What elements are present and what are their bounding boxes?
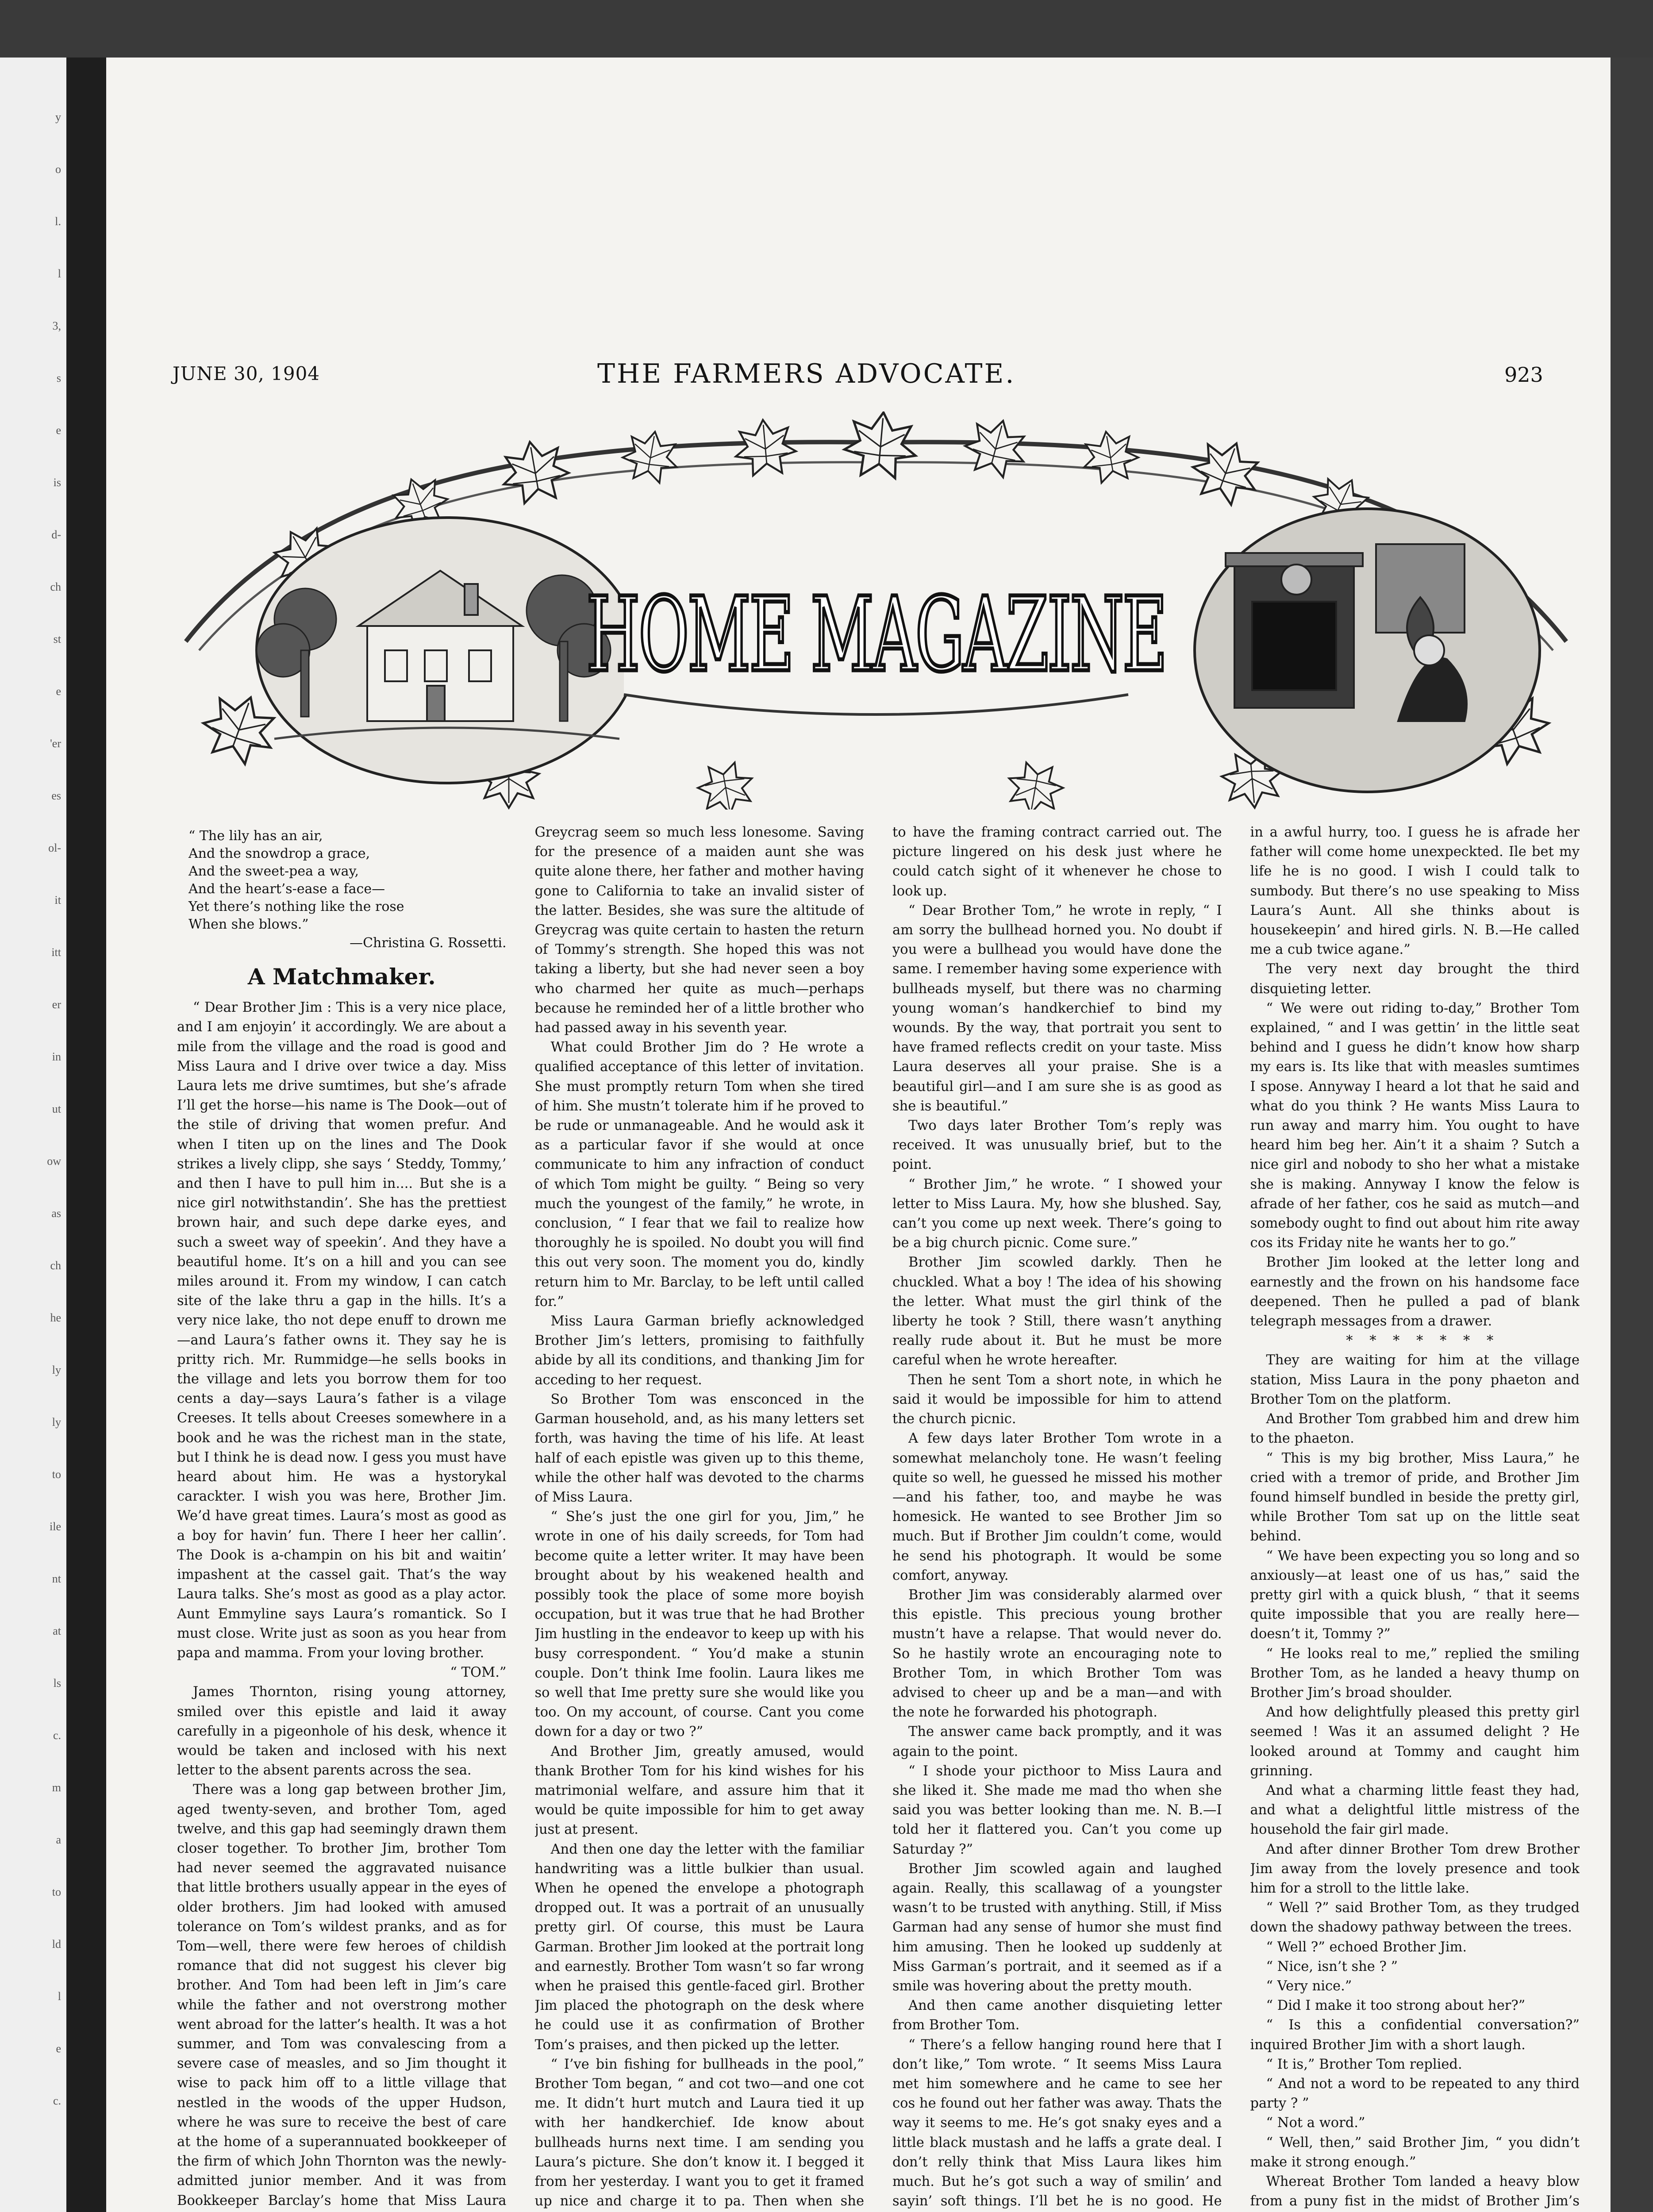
- adjacent-page-fragment: ile: [50, 1520, 61, 1533]
- paragraph: The very next day brought the third disquieting letter.: [1250, 961, 1580, 997]
- paragraph: “ He looks real to me,” replied the smiling Brother Tom, as he landed a heavy thump on Brother Jim’s broad shoulder.: [1250, 1646, 1580, 1701]
- adjacent-page-fragment: o: [55, 163, 61, 176]
- paragraph: So Brother Tom was ensconced in the Garman household, and, as his many letters set forth, was having the time of his life. At least half of each epistle was given up to this theme, while the other half was devoted to the charms of Miss Laura.: [534, 1391, 864, 1505]
- paragraph: “ I shode your picthoor to Miss Laura and she liked it. She made me mad tho when she said you was better looking than me. N. B.—I told her it flattered you. Can’t you come up Saturday ?”: [892, 1763, 1222, 1857]
- microfilm-right-border: [1611, 58, 1653, 2212]
- article-title: A Matchmaker.: [247, 964, 436, 990]
- paragraph: “ And not a word to be repeated to any third party ? ”: [1250, 2076, 1580, 2112]
- paragraph: “ Is this a confidential conversation?” inquired Brother Jim with a short laugh.: [1250, 2017, 1580, 2053]
- adjacent-page-fragment: er: [52, 998, 61, 1011]
- epigraph-poem: [188, 827, 507, 952]
- column-3: [892, 823, 1222, 2212]
- adjacent-page-fragment: at: [53, 1624, 61, 1637]
- paragraph: “ Well ?” echoed Brother Jim.: [1266, 1939, 1467, 1955]
- newspaper-page: [106, 58, 1611, 2212]
- paragraph: “ There’s a fellow hanging round here that I don’t like,” Tom wrote. “ It seems Miss Laura met him somewhere and he came to see her cos he found out her father was away. Thats the way it seems to me. He’s got snaky eyes and a little black mustash and he laffs a grate deal. I don’t relly think that Miss Laura likes him much. But he’s got such a way of smilin’ and sayin’ soft things. I’ll bet he is no good. He: [892, 2037, 1222, 2209]
- adjacent-page-fragment: nt: [52, 1572, 61, 1585]
- paragraph: And then one day the letter with the familiar handwriting was a little bulkier than usual. When he opened the envelope a photograph dropped out. It was a portrait of an unusually pretty girl. Of course, this must be Laura Garman. Brother Jim looked at the portrait long and earnestly. Brother Tom wasn’t so far wrong when he praised this gentle-faced girl. Brother Jim placed the photograph on the desk where he could use it as confirmation of Brother Tom’s praises, and then picked up the letter.: [534, 1841, 864, 2053]
- paragraph: “ Did I make it too strong about her?”: [1266, 1998, 1526, 2014]
- adjacent-page-fragment: c.: [53, 2094, 61, 2107]
- paragraph: They are waiting for him at the village station, Miss Laura in the pony phaeton and Brother Tom on the platform.: [1250, 1352, 1580, 1407]
- column-1: [177, 823, 507, 2212]
- paragraph: “ Not a word.”: [1266, 2115, 1365, 2131]
- page-number: 923: [1504, 363, 1543, 387]
- home-magazine-title: HOME MAGAZINE: [586, 575, 1166, 695]
- paragraph: A few days later Brother Tom wrote in a somewhat melancholy tone. He wasn’t feeling quite so well, he guessed he missed his mother—and his father, too, and maybe he was homesick. He wanted to see Brother Jim so much. But if Brother Jim couldn’t come, would he send his photograph. It would be some comfort, anyway.: [892, 1431, 1222, 1583]
- section-break: * * * * * * *: [1346, 1333, 1500, 1349]
- paragraph: Brother Jim was considerably alarmed over this epistle. This precious young brother mustn’t have a relapse. That would never do. So he hastily wrote an encouraging note to Brother Tom, in which Brother Tom was advised to cheer up and be a man—and with the note he forwarded his photograph.: [892, 1587, 1222, 1720]
- adjacent-page-fragment: it: [54, 894, 61, 906]
- adjacent-page-fragment: ls: [53, 1677, 61, 1690]
- adjacent-page-fragment: l.: [55, 215, 61, 228]
- letter-signature: “ TOM.”: [450, 1665, 507, 1681]
- paragraph: And then came another disquieting letter from Brother Tom.: [892, 1998, 1222, 2033]
- adjacent-page-fragment: as: [51, 1207, 61, 1220]
- adjacent-page-fragment: ly: [52, 1416, 61, 1429]
- paragraph: “ It is,” Brother Tom replied.: [1266, 2056, 1462, 2072]
- adjacent-page-fragment: ch: [50, 580, 61, 593]
- paragraph: Whereat Brother Tom landed a heavy blow from a puny fist in the midst of Brother Jim’s: [1250, 2174, 1580, 2209]
- paragraph: Two days later Brother Tom’s reply was received. It was unusually brief, but to the point.: [892, 1118, 1222, 1173]
- adjacent-page-fragment: s: [56, 372, 61, 384]
- paragraph: Miss Laura Garman briefly acknowledged Brother Jim’s letters, promising to faithfully abide by all its conditions, and thanking Jim for acceding to her request.: [534, 1313, 864, 1388]
- adjacent-page-fragment: st: [53, 633, 61, 645]
- paragraph: “ Brother Jim,” he wrote. “ I showed your letter to Miss Laura. My, how she blushed. Say, can’t you come up next week. There’s going to be a big church picnic. Come sure.”: [892, 1176, 1222, 1251]
- adjacent-page-fragment: c.: [53, 1729, 61, 1742]
- adjacent-page-fragment: l: [58, 1990, 61, 2003]
- adjacent-page-fragment: e: [56, 2042, 61, 2055]
- poem-line: And the heart’s-ease a face—: [188, 881, 385, 897]
- paragraph: “ Dear Brother Tom,” he wrote in reply, “ I am sorry the bullhead horned you. No doubt if you were a bullhead you would have done the same. I remember having some experience with bullheads myself, but there was no charming young woman’s handkerchief to bind my wounds. By the way, that portrait you sent to have framed reflects credit on your taste. Miss Laura deserves all your praise. She is a beautiful girl—and I am sure she is as good as she is beautiful.”: [892, 902, 1222, 1114]
- adjacent-page-fragment: he: [50, 1311, 61, 1324]
- adjacent-page-fragment: e: [56, 424, 61, 437]
- paragraph: Brother Jim looked at the letter long and earnestly and the frown on his handsome face deepened. Then he pulled a pad of blank telegraph messages from a drawer.: [1250, 1255, 1580, 1329]
- paragraph: “ I’ve bin fishing for bullheads in the pool,” Brother Tom began, “ and cot two—and one cot me. It didn’t hurt mutch and Laura tied it up with her handkerchief. Ide know about bullheads hurns next time. I am sending you Laura’s picture. She don’t know it. I begged it from her yesterday. I want you to get it framed up nice and charge it to pa. Then when she: [534, 2056, 864, 2209]
- adjacent-page-fragment: y: [55, 111, 61, 123]
- paragraph: James Thornton, rising young attorney, smiled over this epistle and laid it away carefully in a pigeonhole of his desk, whence it would be taken and inclosed with his next letter to the absent parents across the sea.: [177, 1684, 507, 1778]
- microfilm-gutter: [66, 58, 106, 2212]
- paragraph: “ Very nice.”: [1266, 1978, 1352, 1994]
- adjacent-page-fragment: ol-: [48, 841, 61, 854]
- paragraph: “ Nice, isn’t she ? ”: [1266, 1959, 1398, 1974]
- paragraph: Brother Jim scowled again and laughed again. Really, this scallawag of a youngster wasn’t to be trusted with anything. Still, if Miss Garman had any sense of humor she must find him amusing. Then he looked up suddenly at Miss Garman’s portrait, and it seemed as if a smile was hovering about the pretty mouth.: [892, 1861, 1222, 1994]
- adjacent-page-fragment: es: [51, 789, 61, 802]
- article-columns: [177, 823, 1580, 2212]
- paragraph: And what a charming little feast they had, and what a delightful little mistress of the household the fair girl made.: [1250, 1782, 1580, 1838]
- adjacent-page-fragment: 'er: [50, 737, 61, 750]
- column-4: [1250, 823, 1580, 2212]
- paragraph: And Brother Jim, greatly amused, would thank Brother Tom for his kind wishes for his matrimonial welfare, and assure him that it would be quite impossible for him to get away just at present.: [534, 1743, 864, 1838]
- paragraph: “ This is my big brother, Miss Laura,” he cried with a tremor of pride, and Brother Jim found himself bundled in beside the pretty girl, while Brother Tom sat up on the little seat behind.: [1250, 1450, 1580, 1544]
- poem-line: “ The lily has an air,: [188, 828, 323, 844]
- paragraph: And Brother Tom grabbed him and drew him to the phaeton.: [1250, 1411, 1580, 1447]
- paragraph: “ We were out riding to-day,” Brother Tom explained, “ and I was gettin’ in the little seat behind and I guess he didn’t know how sharp my ears is. Its like that with measles sumtimes I spose. Annyway I heard a lot that he said and what do you think ? He wants Miss Laura to run away and marry him. You ought to have heard him beg her. Ain’t it a shaim ? Sutch a nice girl and nobody to sho her what a mistake she is making. Annyway I know the felow is afrade of her father, cos he said as mutch—and somebody ought to find out about him rite away cos its Friday nite he wants her to go.”: [1250, 1000, 1580, 1251]
- adjacent-page-fragment: ly: [52, 1363, 61, 1376]
- adjacent-page-fragment: a: [56, 1833, 61, 1846]
- adjacent-page-fragment: ut: [52, 1102, 61, 1115]
- poem-line: When she blows.”: [188, 917, 309, 932]
- paragraph: And how delightfully pleased this pretty girl seemed ! Was it an assumed delight ? He looked around at Tommy and caught him grinning.: [1250, 1705, 1580, 1779]
- paragraph: What could Brother Jim do ? He wrote a qualified acceptance of this letter of invitation. She must promptly return Tom when she tired of him. She mustn’t tolerate him if he proved to be rude or unmanageable. And he would ask it as a particular favor if she would at once communicate to him any infraction of conduct of which Tom might be guilty. “ Being so very much the youngest of the family,” he wrote, in conclusion, “ I fear that we fail to realize how thoroughly he is spoiled. No doubt you will find this out very soon. The moment you do, kindly return him to Mr. Barclay, to be left until called for.”: [534, 1040, 864, 1310]
- paragraph: “ Dear Brother Jim : This is a very nice place, and I am enjoyin’ it accordingly. We are about a mile from the village and the road is good and Miss Laura and I drive over twice a day. Miss Laura lets me drive sumtimes, but she’s afrade I’ll get the horse—his name is The Dook—out of the stile of driving that women prefur. And when I titen up on the lines and The Dook strikes a lively clipp, she says ‘ Steddy, Tommy,’ and then I have to pull him in.... But she is a nice girl notwithstandin’. She has the prettiest brown hair, and such depe darke eyes, and such a sweet way of speekin’. And they have a beautiful home. It’s on a hill and you can see miles around it. From my window, I can catch site of the lake thru a gap in the hills. It’s a very nice lake, tho not depe enuff to drown me—and Laura’s father owns it. They say he is pritty rich. Mr. Rummidge—he sells books in the village and lets you borrow them for too cents a day—says Laura’s father is a vilage Creeses. It tells about Creeses somewhere in a book and he was the richest man in the state, but I think he is dead now. I gess you must have heard about him. He was a hystorykal carackter. I wish you was here, Brother Jim. We’d have great times. Laura’s most as good as a boy for havin’ fun. There I heer her callin’. The Dook is a-champin on his bit and waitin’ impashent at the cassel gait. That’s the way Laura talks. She’s most as good as a play actor. Aunt Emmyline says Laura’s romantick. So I must close. Write just as soon as you hear from papa and mamma. From your loving brother.: [177, 1000, 507, 1661]
- paragraph: to have the framing contract carried out. The picture lingered on his desk just where he could catch sight of it whenever he chose to look up.: [892, 825, 1222, 899]
- poem-line: And the snowdrop a grace,: [188, 846, 370, 861]
- adjacent-page-fragment: ow: [47, 1155, 61, 1167]
- adjacent-page-fragment: itt: [51, 946, 61, 959]
- adjacent-page-fragment: e: [56, 685, 61, 698]
- adjacent-page-fragment: ld: [52, 1938, 61, 1951]
- paragraph: “ Well ?” said Brother Tom, as they trudged down the shadowy pathway between the trees.: [1250, 1900, 1580, 1936]
- paragraph: Greycrag seem so much less lonesome. Saving for the presence of a maiden aunt she was quite alone there, her father and mother having gone to California to take an invalid sister of the latter. Besides, she was sure the altitude of Greycrag was quite certain to hasten the return of Tommy’s strength. She hoped this was not taking a liberty, but she had never seen a boy who charmed her quite as much—perhaps because he reminded her of a little brother who had passed away in his seventh year.: [534, 825, 864, 1036]
- paragraph: Then he sent Tom a short note, in which he said it would be impossible for him to attend the church picnic.: [892, 1372, 1222, 1427]
- adjacent-page-fragment: ch: [50, 1259, 61, 1272]
- adjacent-page-edge: [0, 58, 66, 2212]
- paragraph: “ We have been expecting you so long and so anxiously—at least one of us has,” said the pretty girl with a quick blush, “ that it seems quite impossible that you are really here—doesn’t it, Tommy ?”: [1250, 1548, 1580, 1642]
- paragraph: “ Well, then,” said Brother Jim, “ you didn’t make it strong enough.”: [1250, 2135, 1580, 2170]
- adjacent-page-fragment: m: [52, 1781, 61, 1794]
- adjacent-page-fragment: is: [53, 476, 61, 489]
- publication-title: THE FARMERS ADVOCATE.: [597, 358, 1016, 389]
- column-2: [535, 823, 865, 2212]
- paragraph: in a awful hurry, too. I guess he is afrade her father will come home unexpeckted. Ile bet my life he is no good. I wish I could talk to sumbody. But there’s no use speaking to Miss Laura’s Aunt. All she thinks about is housekeepin’ and hired girls. N. B.—He called me a cub twice agane.”: [1250, 825, 1580, 958]
- microfilm-top-border: [0, 0, 1653, 58]
- poem-line: And the sweet-pea a way,: [188, 864, 359, 879]
- adjacent-page-fragment: d-: [51, 528, 61, 541]
- adjacent-page-fragment: in: [52, 1050, 61, 1063]
- paragraph: And after dinner Brother Tom drew Brother Jim away from the lovely presence and took him for a stroll to the little lake.: [1250, 1841, 1580, 1896]
- paragraph: “ She’s just the one girl for you, Jim,” he wrote in one of his daily screeds, for Tom had become quite a letter writer. It may have been brought about by his weakened health and possibly took the place of some more boyish occupation, but it was true that he had Brother Jim hustling in the endeavor to keep up with his busy correspondent. “ You’d make a stunin couple. Don’t think Ime foolin. Laura likes me so well that Ime pretty sure she would like you too. On my account, of course. Cant you come down for a day or two ?”: [534, 1509, 864, 1740]
- adjacent-page-fragment: to: [52, 1468, 61, 1481]
- poem-author: —Christina G. Rossetti.: [350, 935, 507, 951]
- paragraph: The answer came back promptly, and it was again to the point.: [892, 1724, 1222, 1759]
- adjacent-page-fragment: l: [58, 267, 61, 280]
- home-magazine-banner: [173, 411, 1580, 810]
- paragraph: There was a long gap between brother Jim, aged twenty-seven, and brother Tom, aged twelve, and this gap had seemingly drawn them closer together. To brother Jim, brother Tom had never seemed the aggravated nuisance that little brothers usually appear in the eyes of older brothers. Jim had looked with amused tolerance on Tom’s wildest pranks, and as for Tom—well, there were few heroes of childish romance that did not suggest his clever big brother. And Tom had been left in Jim’s care while the father and not overstrong mother went abroad for the latter’s health. It was a hot summer, and Tom was convalescing from a severe case of measles, and so Jim thought it wise to pack him off to a little village that nestled in the woods of the upper Hudson, where he was sure to receive the best of care at the home of a superannuated bookkeeper of the firm of which John Thornton was the newly-admitted junior member. And it was from Bookkeeper Barclay’s home that Miss Laura: [177, 1782, 507, 2208]
- issue-date: JUNE 30, 1904: [173, 363, 320, 384]
- adjacent-page-fragment: to: [52, 1886, 61, 1898]
- poem-line: Yet there’s nothing like the rose: [188, 899, 404, 914]
- adjacent-page-fragment: 3,: [52, 319, 61, 332]
- paragraph: Brother Jim scowled darkly. Then he chuckled. What a boy ! The idea of his showing the letter. What must the girl think of the liberty he took ? Still, there wasn’t anything really rude about it. But he must be more careful when he wrote hereafter.: [892, 1255, 1222, 1368]
